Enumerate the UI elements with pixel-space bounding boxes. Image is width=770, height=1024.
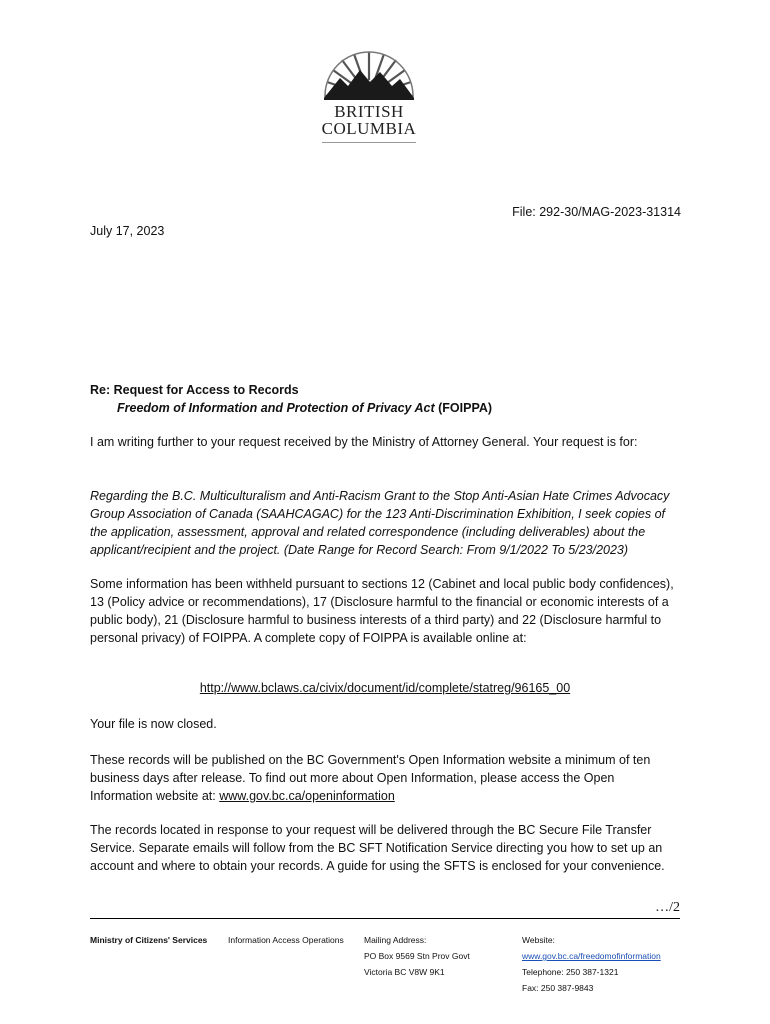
- open-information-text: These records will be published on the BC Government's Open Information website a minimum of ten business days after release. To find out more about Open Information, please access the Open Information website at:: [90, 753, 651, 803]
- foippa-link[interactable]: http://www.bclaws.ca/civix/document/id/complete/statreg/96165_00: [199, 681, 571, 695]
- logo-wordmark-line1: BRITISH: [334, 102, 404, 121]
- subject-block: [90, 381, 492, 417]
- footer-mail-label: Mailing Address:: [364, 935, 427, 945]
- file-number: File: 292-30/MAG-2023-31314: [512, 205, 681, 219]
- logo-underline: [322, 142, 416, 143]
- footer-telephone: Telephone: 250 387-1321: [522, 967, 619, 977]
- paragraph-file-closed: Your file is now closed.: [90, 717, 217, 731]
- foippa-link-line: [90, 681, 680, 695]
- footer-web-label: Website:: [522, 935, 555, 945]
- bc-logo: [314, 46, 424, 146]
- logo-wordmark-line2: COLUMBIA: [321, 119, 417, 138]
- open-information-link[interactable]: www.gov.bc.ca/openinformation: [219, 789, 395, 803]
- subject-line: Re: Request for Access to Records: [90, 383, 299, 397]
- footer-contact: [522, 932, 661, 996]
- letter-date: July 17, 2023: [90, 224, 165, 238]
- footer-ministry: Ministry of Citizens' Services: [90, 935, 208, 945]
- paragraph-withheld-info: Some information has been withheld pursuant to sections 12 (Cabinet and local public body confidences), 13 (Policy advice or recommendations), 17 (Disclosure harmful to the financial or economic interests of a public body), 21 (Disclosure harmful to business interests of a third party) and 22 (Disclosure harmful to personal privacy) of FOIPPA. A complete copy of FOIPPA is available online at:: [90, 577, 674, 645]
- paragraph-intro: I am writing further to your request received by the Ministry of Attorney General. Your request is for:: [90, 435, 638, 449]
- footer-mail-line1: PO Box 9569 Stn Prov Govt: [364, 951, 470, 961]
- footer-divider: [90, 918, 680, 919]
- footer-mail-line2: Victoria BC V8W 9K1: [364, 967, 445, 977]
- footer-office: Information Access Operations: [228, 935, 344, 945]
- paragraph-sfts: The records located in response to your request will be delivered through the BC Secure File Transfer Service. Separate emails will follow from the BC SFT Notification Service directing you how to set up an account and where to obtain your records. A guide for using the SFTS is enclosed for your convenience.: [90, 823, 665, 873]
- footer-web-link[interactable]: www.gov.bc.ca/freedomofinformation: [522, 951, 661, 961]
- paragraph-open-information: [90, 751, 680, 805]
- paragraph-request-text: Regarding the B.C. Multiculturalism and Anti-Racism Grant to the Stop Anti-Asian Hate Crimes Advocacy Group Association of Canada (SAAHCAGAC) for the 123 Anti-Discrimination Exhibition, I seek copies of the application, assessment, approval and related correspondence (including deliverables) about the applicant/recipient and the project. (Date Range for Record Search: From 9/1/2022 To 5/23/2023): [90, 489, 670, 557]
- page-continuation: …/2: [655, 900, 680, 915]
- act-name: Freedom of Information and Protection of Privacy Act: [117, 401, 435, 415]
- act-line: [90, 399, 492, 417]
- bc-sun-mountains-icon: [314, 46, 424, 106]
- footer-mailing-address: [364, 932, 470, 980]
- footer-fax: Fax: 250 387-9843: [522, 983, 594, 993]
- act-abbreviation: (FOIPPA): [434, 401, 493, 415]
